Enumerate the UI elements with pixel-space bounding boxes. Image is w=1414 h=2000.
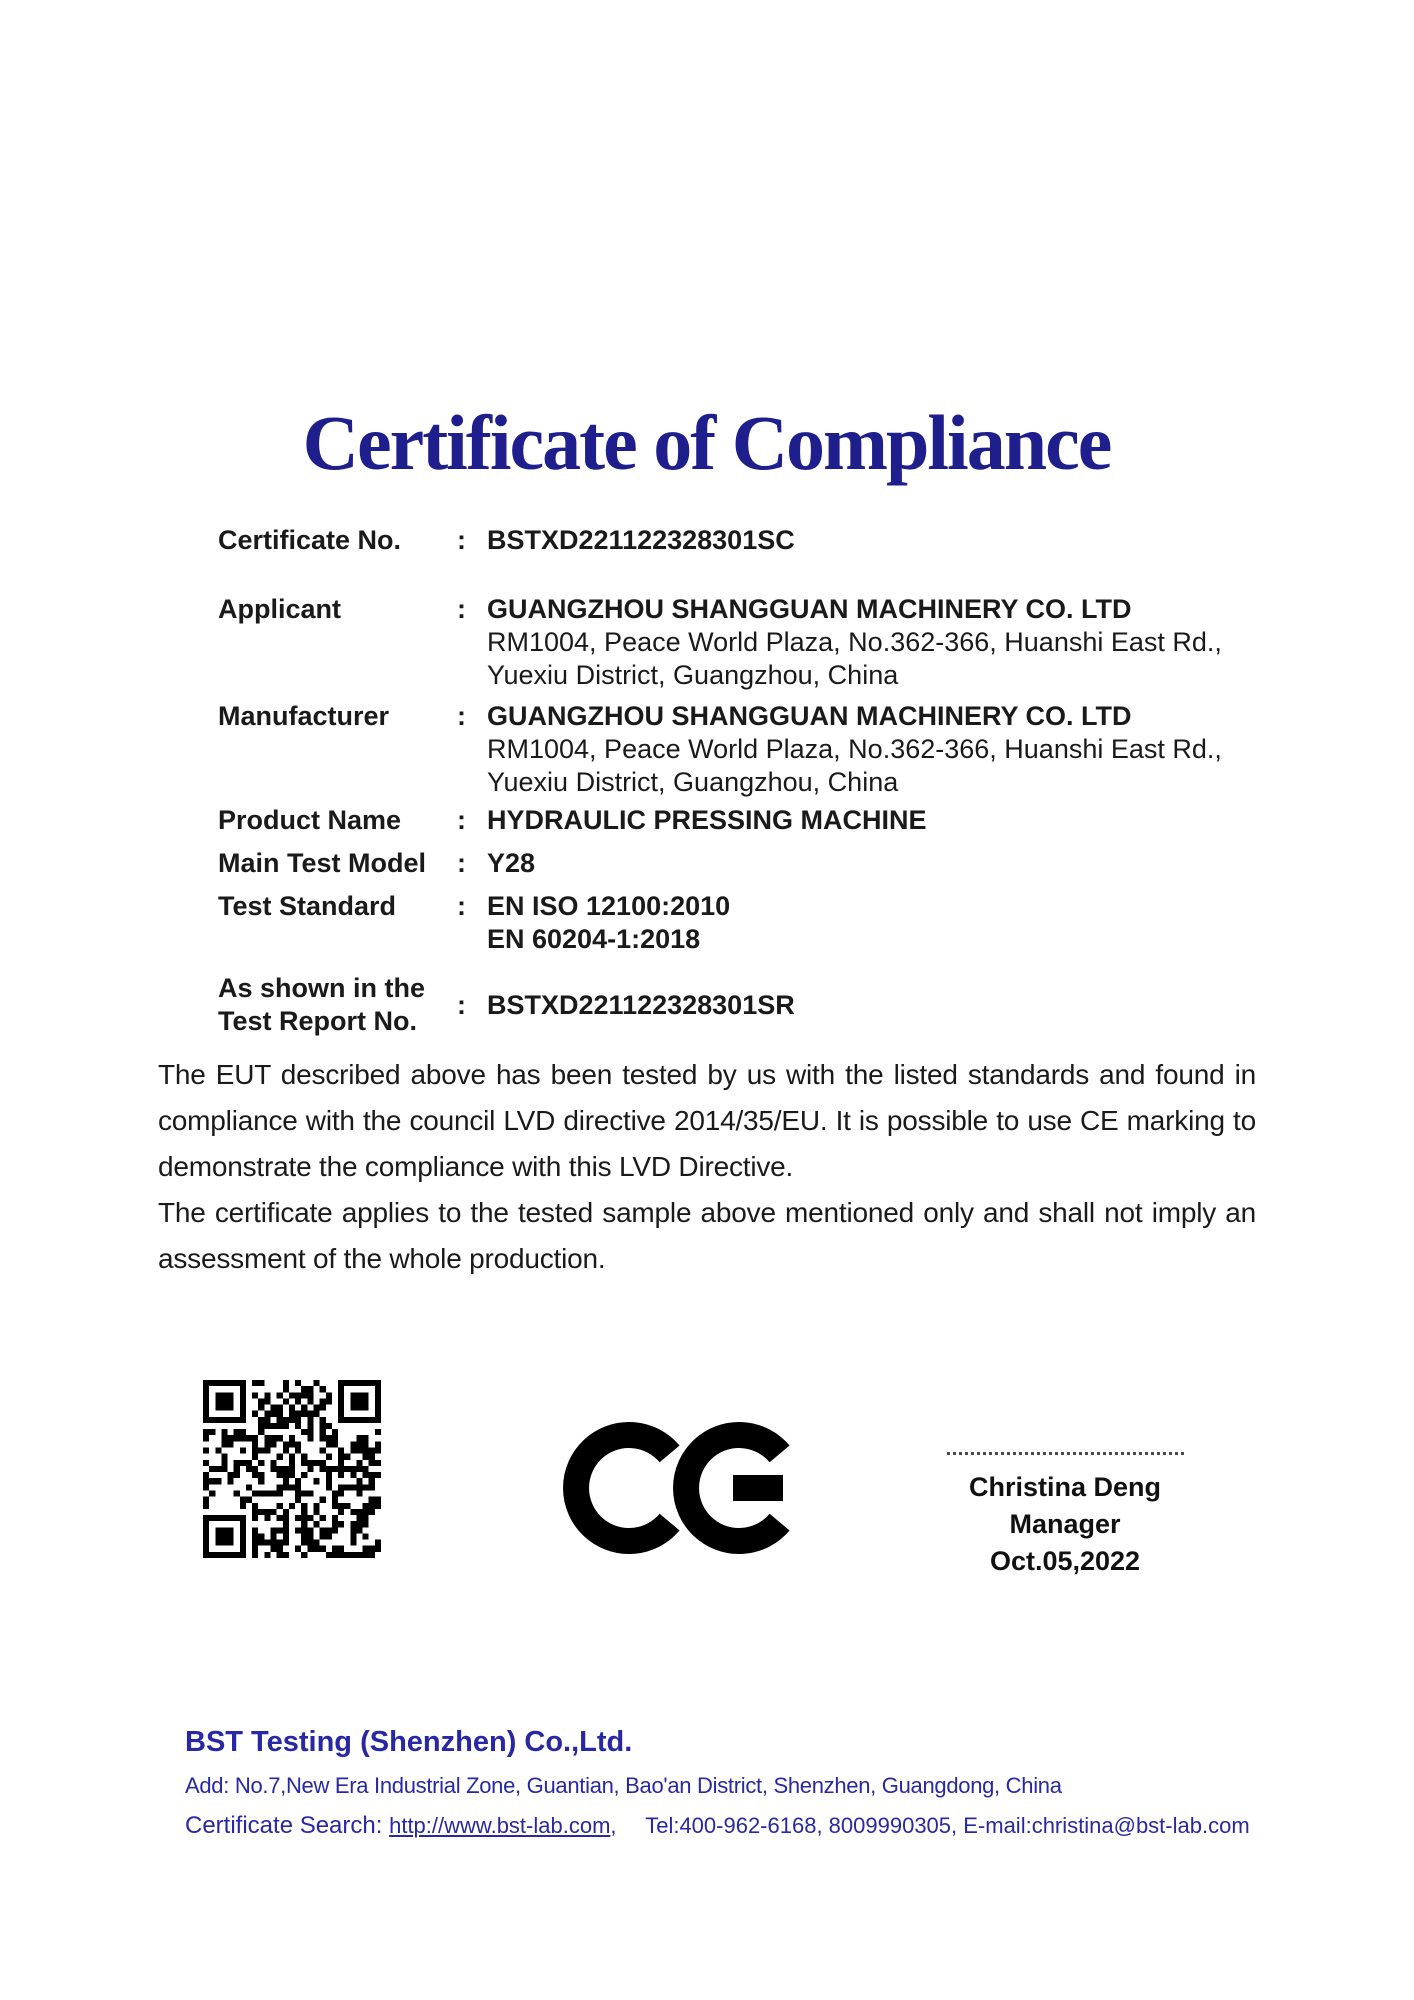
- certificate-title: Certificate of Compliance: [302, 399, 1111, 486]
- applicant-address-line2: Yuexiu District, Guangzhou, China: [487, 660, 899, 690]
- field-colon: :: [457, 594, 466, 624]
- ce-mark-icon: [563, 1422, 793, 1554]
- field-row-test-report-no: [218, 972, 1258, 1038]
- statement-paragraph-1: The EUT described above has been tested by us with the listed standards and found in compliance with the council LVD directive 2014/35/EU. It is possible to use CE marking to demonstrate the compliance with this LVD Directive.: [158, 1059, 1256, 1182]
- statement-paragraph-2: The certificate applies to the tested sample above mentioned only and shall not imply an assessment of the whole production.: [158, 1197, 1256, 1274]
- field-colon: :: [457, 525, 466, 555]
- certificate-search-line: [185, 1812, 1335, 1840]
- field-row-product-name: [218, 804, 1258, 837]
- test-report-number-value: BSTXD221122328301SR: [487, 989, 795, 1020]
- manufacturer-address-line1: RM1004, Peace World Plaza, No.362-366, Huanshi East Rd.,: [487, 734, 1222, 764]
- applicant-name: GUANGZHOU SHANGGUAN MACHINERY CO. LTD: [487, 594, 1132, 624]
- statement-text: [158, 1052, 1256, 1282]
- field-label: Test Standard: [218, 891, 397, 921]
- field-row-manufacturer: [218, 700, 1258, 799]
- qr-code-icon: [202, 1380, 382, 1558]
- test-model-value: Y28: [487, 848, 536, 878]
- field-label-line1: As shown in the: [218, 973, 426, 1003]
- field-colon: :: [457, 848, 466, 878]
- field-label: Applicant: [218, 594, 342, 624]
- field-row-applicant: [218, 593, 1258, 692]
- field-row-certificate-no: [218, 524, 1258, 557]
- field-row-test-standard: [218, 890, 1258, 956]
- field-colon: :: [457, 891, 466, 921]
- signature-block: [945, 1452, 1185, 1580]
- test-standard-line2: EN 60204-1:2018: [487, 924, 701, 954]
- field-colon: :: [457, 701, 466, 731]
- certificate-search-label: Certificate Search:: [185, 1812, 383, 1839]
- field-label: Main Test Model: [218, 848, 427, 878]
- certificate-search-link[interactable]: http://www.bst-lab.com: [389, 1813, 611, 1838]
- field-colon: :: [457, 989, 466, 1020]
- certificate-number-value: BSTXD221122328301SC: [487, 525, 795, 555]
- field-label: Certificate No.: [218, 525, 402, 555]
- issuer-contact-info: Tel:400-962-6168, 8009990305, E-mail:christina@bst-lab.com: [645, 1813, 1250, 1838]
- certificate-fields: [218, 524, 1258, 1038]
- signatory-name: Christina Deng: [968, 1472, 1162, 1502]
- signature-date: Oct.05,2022: [989, 1546, 1141, 1576]
- signature-dotted-line: [947, 1452, 1184, 1455]
- field-label-line2: Test Report No.: [218, 1006, 418, 1036]
- test-standard-line1: EN ISO 12100:2010: [487, 891, 731, 921]
- field-label: Product Name: [218, 805, 402, 835]
- signatory-title: Manager: [1009, 1509, 1121, 1539]
- field-colon: :: [457, 805, 466, 835]
- manufacturer-name: GUANGZHOU SHANGGUAN MACHINERY CO. LTD: [487, 701, 1132, 731]
- issuer-company-name: BST Testing (Shenzhen) Co.,Ltd.: [185, 1726, 633, 1758]
- applicant-address-line1: RM1004, Peace World Plaza, No.362-366, Huanshi East Rd.,: [487, 627, 1222, 657]
- manufacturer-address-line2: Yuexiu District, Guangzhou, China: [487, 767, 899, 797]
- search-comma: ,: [610, 1813, 617, 1838]
- issuer-footer: [185, 1726, 1335, 1840]
- issuer-address: Add: No.7,New Era Industrial Zone, Guantian, Bao'an District, Shenzhen, Guangdong, China: [185, 1773, 1062, 1798]
- field-row-main-test-model: [218, 847, 1258, 880]
- product-name-value: HYDRAULIC PRESSING MACHINE: [487, 805, 927, 835]
- field-label: Manufacturer: [218, 701, 390, 731]
